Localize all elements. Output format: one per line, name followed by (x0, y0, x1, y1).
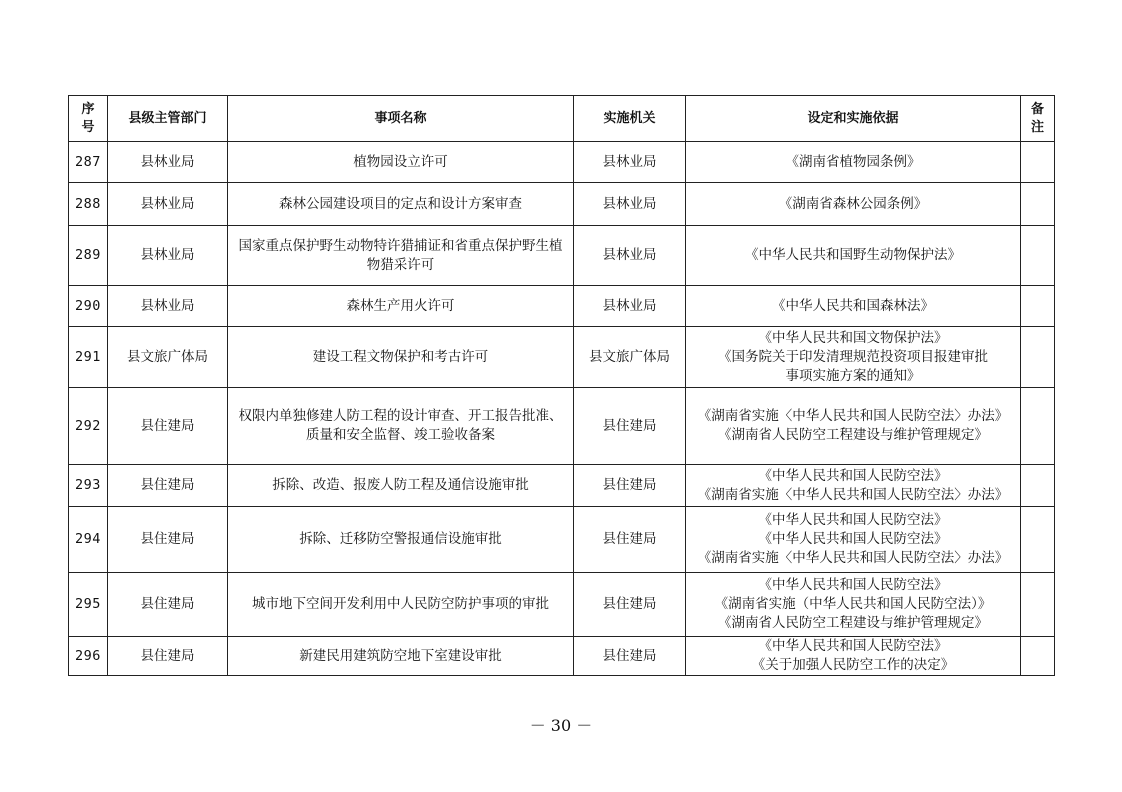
cell-dept: 县住建局 (108, 507, 228, 573)
cell-agency: 县住建局 (574, 388, 686, 465)
cell-dept: 县林业局 (108, 286, 228, 327)
basis-line: 《中华人民共和国人民防空法》 (758, 467, 948, 484)
cell-seq: 293 (69, 465, 108, 507)
cell-agency: 县林业局 (574, 142, 686, 183)
cell-basis (686, 573, 1021, 637)
cell-basis (686, 388, 1021, 465)
cell-note (1021, 183, 1055, 226)
cell-note (1021, 286, 1055, 327)
cell-seq: 292 (69, 388, 108, 465)
basis-line: 事项实施方案的通知》 (785, 367, 921, 384)
cell-dept: 县文旅广体局 (108, 327, 228, 388)
approval-items-table (68, 95, 1055, 676)
cell-item: 新建民用建筑防空地下室建设审批 (228, 637, 574, 676)
cell-basis (686, 142, 1021, 183)
basis-line: 《中华人民共和国森林法》 (772, 297, 934, 314)
cell-item: 建设工程文物保护和考古许可 (228, 327, 574, 388)
cell-seq: 294 (69, 507, 108, 573)
basis-line: 《湖南省植物园条例》 (785, 153, 921, 170)
cell-seq: 291 (69, 327, 108, 388)
table-row (69, 465, 1055, 507)
header-note: 备 注 (1021, 96, 1055, 142)
cell-item: 拆除、改造、报废人防工程及通信设施审批 (228, 465, 574, 507)
cell-item: 国家重点保护野生动物特许猎捕证和省重点保护野生植物猎采许可 (228, 226, 574, 286)
cell-seq: 289 (69, 226, 108, 286)
basis-line: 《国务院关于印发清理规范投资项目报建审批 (718, 348, 988, 365)
cell-basis (686, 637, 1021, 676)
cell-seq: 287 (69, 142, 108, 183)
cell-dept: 县林业局 (108, 226, 228, 286)
cell-dept: 县住建局 (108, 465, 228, 507)
basis-line: 《中华人民共和国人民防空法》 (758, 577, 948, 593)
cell-basis (686, 183, 1021, 226)
cell-agency: 县文旅广体局 (574, 327, 686, 388)
cell-agency: 县住建局 (574, 573, 686, 637)
basis-line: 《关于加强人民防空工作的决定》 (751, 657, 955, 673)
cell-agency: 县住建局 (574, 507, 686, 573)
basis-line: 《湖南省森林公园条例》 (778, 195, 928, 212)
cell-item: 拆除、迁移防空警报通信设施审批 (228, 507, 574, 573)
cell-note (1021, 327, 1055, 388)
cell-dept: 县住建局 (108, 637, 228, 676)
basis-line: 《中华人民共和国文物保护法》 (758, 329, 948, 346)
table-header-row (69, 96, 1055, 142)
cell-item: 权限内单独修建人防工程的设计审查、开工报告批准、质量和安全监督、竣工验收备案 (228, 388, 574, 465)
cell-agency: 县林业局 (574, 226, 686, 286)
header-agency: 实施机关 (574, 96, 686, 142)
header-basis: 设定和实施依据 (686, 96, 1021, 142)
basis-line: 《湖南省实施〈中华人民共和国人民防空法〉办法》 (697, 550, 1009, 566)
basis-line: 《中华人民共和国人民防空法》 (758, 512, 948, 528)
cell-basis (686, 226, 1021, 286)
table-row (69, 388, 1055, 465)
cell-item: 城市地下空间开发利用中人民防空防护事项的审批 (228, 573, 574, 637)
header-dept: 县级主管部门 (108, 96, 228, 142)
table-row (69, 226, 1055, 286)
cell-note (1021, 637, 1055, 676)
cell-agency: 县林业局 (574, 286, 686, 327)
basis-line: 《湖南省人民防空工程建设与维护管理规定》 (718, 615, 988, 631)
basis-line: 《中华人民共和国人民防空法》 (758, 638, 948, 654)
cell-seq: 295 (69, 573, 108, 637)
cell-dept: 县林业局 (108, 142, 228, 183)
cell-note (1021, 142, 1055, 183)
cell-agency: 县林业局 (574, 183, 686, 226)
cell-seq: 296 (69, 637, 108, 676)
header-item: 事项名称 (228, 96, 574, 142)
basis-line: 《湖南省实施〈中华人民共和国人民防空法〉办法》 (697, 486, 1009, 503)
basis-line: 《中华人民共和国人民防空法》 (758, 531, 948, 547)
cell-note (1021, 573, 1055, 637)
cell-note (1021, 507, 1055, 573)
cell-item: 森林公园建设项目的定点和设计方案审查 (228, 183, 574, 226)
cell-basis (686, 465, 1021, 507)
table-row (69, 327, 1055, 388)
table-row (69, 142, 1055, 183)
cell-seq: 288 (69, 183, 108, 226)
cell-agency: 县住建局 (574, 465, 686, 507)
basis-line: 《湖南省实施（中华人民共和国人民防空法）》 (714, 596, 992, 612)
table-row (69, 637, 1055, 676)
basis-line: 《湖南省人民防空工程建设与维护管理规定》 (718, 427, 988, 443)
page-number: － 30 － (529, 716, 593, 735)
cell-basis (686, 507, 1021, 573)
table-row (69, 507, 1055, 573)
cell-note (1021, 226, 1055, 286)
cell-note (1021, 388, 1055, 465)
cell-dept: 县住建局 (108, 388, 228, 465)
cell-basis (686, 327, 1021, 388)
basis-line: 《湖南省实施〈中华人民共和国人民防空法〉办法》 (697, 408, 1009, 424)
basis-line: 《中华人民共和国野生动物保护法》 (745, 247, 961, 263)
cell-item: 森林生产用火许可 (228, 286, 574, 327)
cell-item: 植物园设立许可 (228, 142, 574, 183)
cell-note (1021, 465, 1055, 507)
cell-dept: 县住建局 (108, 573, 228, 637)
cell-seq: 290 (69, 286, 108, 327)
table-body (69, 142, 1055, 676)
table-row (69, 573, 1055, 637)
table-row (69, 183, 1055, 226)
cell-agency: 县住建局 (574, 637, 686, 676)
header-seq: 序 号 (69, 96, 108, 142)
table-row (69, 286, 1055, 327)
cell-basis (686, 286, 1021, 327)
cell-dept: 县林业局 (108, 183, 228, 226)
